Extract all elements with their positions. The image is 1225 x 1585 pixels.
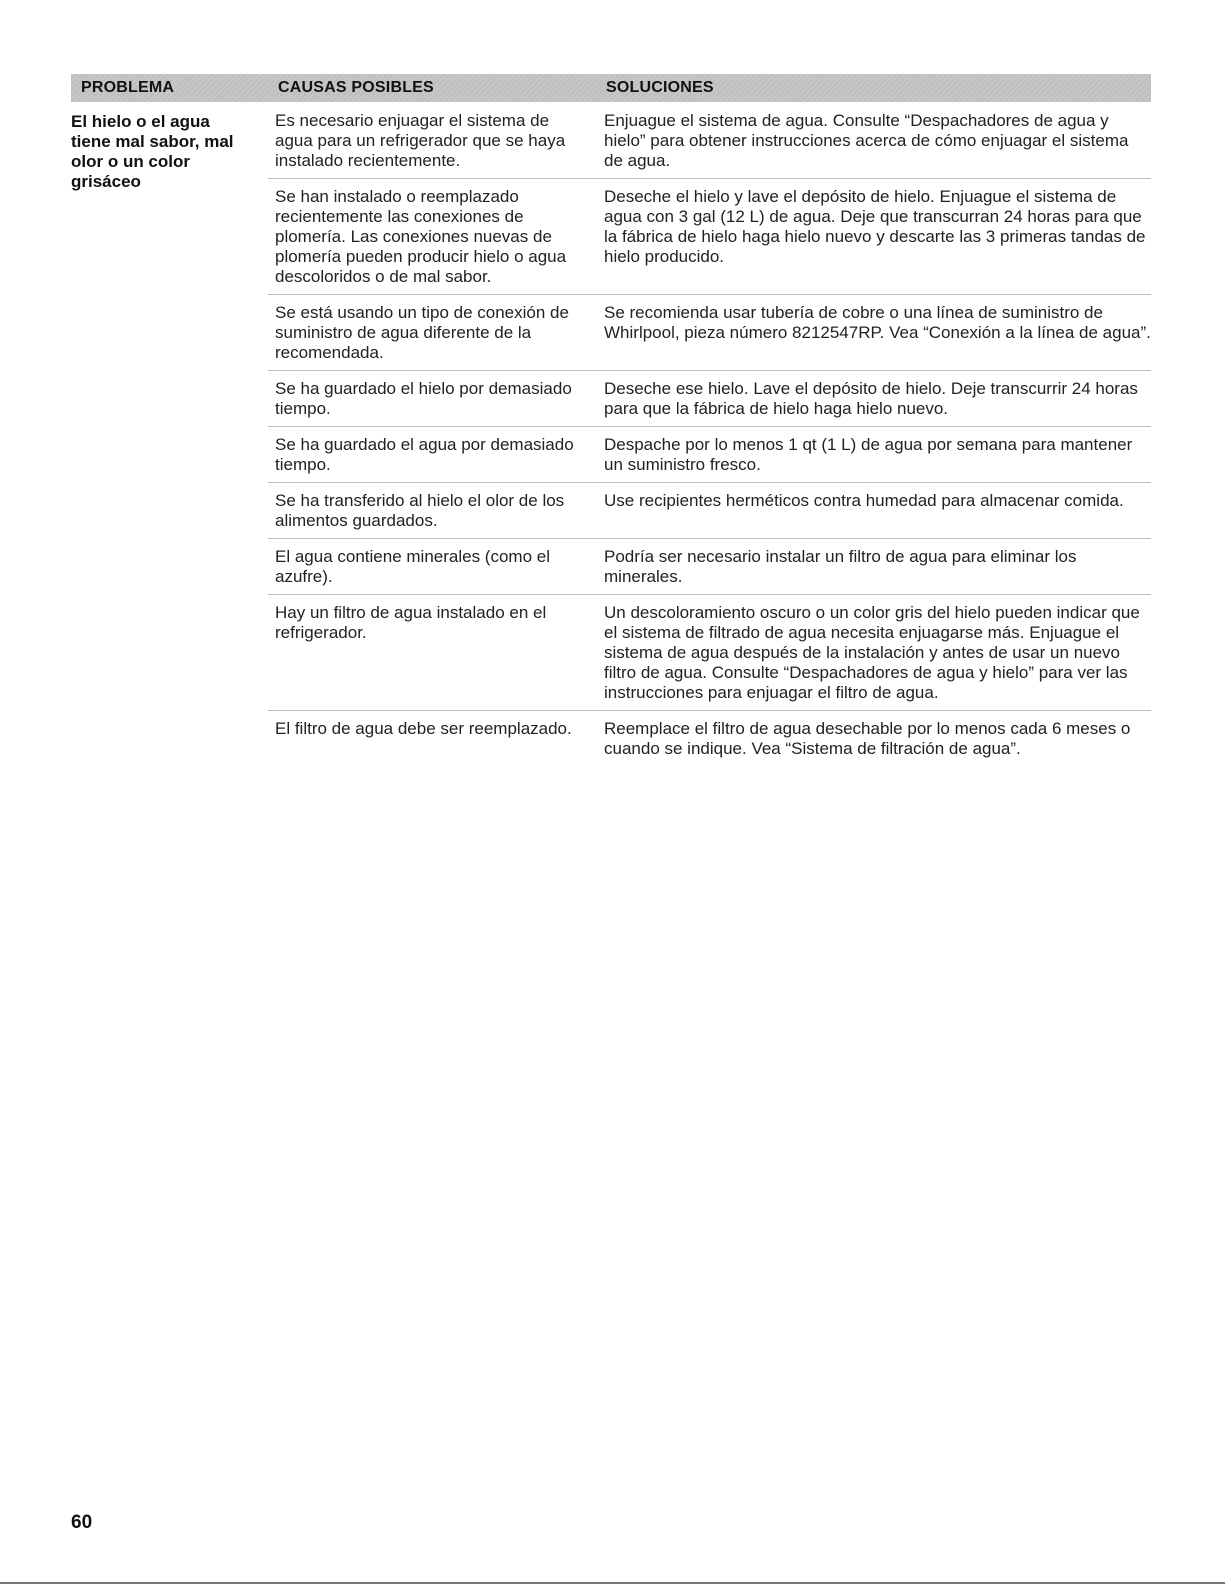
table-header: [71, 74, 1151, 102]
solution-cell: Despache por lo menos 1 qt (1 L) de agua por semana para mantener un suministro fresco.: [604, 435, 1133, 474]
table-row: [268, 491, 1151, 539]
table-row: [268, 379, 1151, 427]
bottom-divider: [0, 1582, 1225, 1584]
table-body: [71, 111, 1151, 774]
cause-solution-rows: [268, 111, 1151, 774]
problem-cell: El hielo o el agua tiene mal sabor, mal olor o un color grisáceo: [71, 112, 234, 191]
solution-cell: Se recomienda usar tubería de cobre o una línea de suministro de Whirlpool, pieza número 8212547RP. Vea “Conexión a la línea de agua”.: [604, 303, 1151, 342]
cause-cell: Se ha transferido al hielo el olor de los alimentos guardados.: [275, 491, 565, 530]
cause-cell: Se ha guardado el hielo por demasiado tiempo.: [275, 379, 572, 418]
cause-cell: Se han instalado o reemplazado recientemente las conexiones de plomería. Las conexiones nuevas de plomería pueden producir hielo o agua descoloridos o de mal sabor.: [275, 187, 567, 286]
solution-cell: Use recipientes herméticos contra humedad para almacenar comida.: [604, 491, 1124, 510]
solution-cell: Reemplace el filtro de agua desechable por lo menos cada 6 meses o cuando se indique. Vea “Sistema de filtración de agua”.: [604, 719, 1131, 758]
cause-cell: Hay un filtro de agua instalado en el refrigerador.: [275, 603, 547, 642]
table-row: [268, 603, 1151, 711]
solution-cell: Deseche el hielo y lave el depósito de hielo. Enjuague el sistema de agua con 3 gal (12 L) de agua. Deje que transcurran 24 horas para que la fábrica de hielo haga hielo nuevo y descarte las 3 primeras tandas de hielo producido.: [604, 187, 1146, 266]
cause-cell: Es necesario enjuagar el sistema de agua para un refrigerador que se haya instalado recientemente.: [275, 111, 566, 170]
table-row: [268, 547, 1151, 595]
page-number: 60: [71, 1512, 93, 1533]
header-problem: PROBLEMA: [81, 79, 175, 96]
cause-cell: El agua contiene minerales (como el azufre).: [275, 547, 550, 586]
cause-cell: El filtro de agua debe ser reemplazado.: [275, 719, 572, 738]
header-solutions: SOLUCIONES: [606, 79, 714, 96]
troubleshooting-table: [71, 74, 1151, 774]
table-row: [268, 303, 1151, 371]
table-row: [268, 187, 1151, 295]
table-row: [268, 111, 1151, 179]
table-row: [268, 719, 1151, 766]
solution-cell: Deseche ese hielo. Lave el depósito de hielo. Deje transcurrir 24 horas para que la fábrica de hielo haga hielo nuevo.: [604, 379, 1138, 418]
cause-cell: Se está usando un tipo de conexión de suministro de agua diferente de la recomendada.: [275, 303, 569, 362]
table-row: [268, 435, 1151, 483]
header-causes: CAUSAS POSIBLES: [278, 79, 434, 96]
solution-cell: Enjuague el sistema de agua. Consulte “Despachadores de agua y hielo” para obtener instrucciones acerca de cómo enjuagar el sistema de agua.: [604, 111, 1129, 170]
solution-cell: Un descoloramiento oscuro o un color gris del hielo pueden indicar que el sistema de filtrado de agua necesita enjuagarse más. Enjuague el sistema de agua después de la instalación y antes de usar un nuevo filtro de agua. Consulte “Despachadores de agua y hielo” para ver las instrucciones para enjuagar el filtro de agua.: [604, 603, 1140, 702]
solution-cell: Podría ser necesario instalar un filtro de agua para eliminar los minerales.: [604, 547, 1077, 586]
cause-cell: Se ha guardado el agua por demasiado tiempo.: [275, 435, 574, 474]
